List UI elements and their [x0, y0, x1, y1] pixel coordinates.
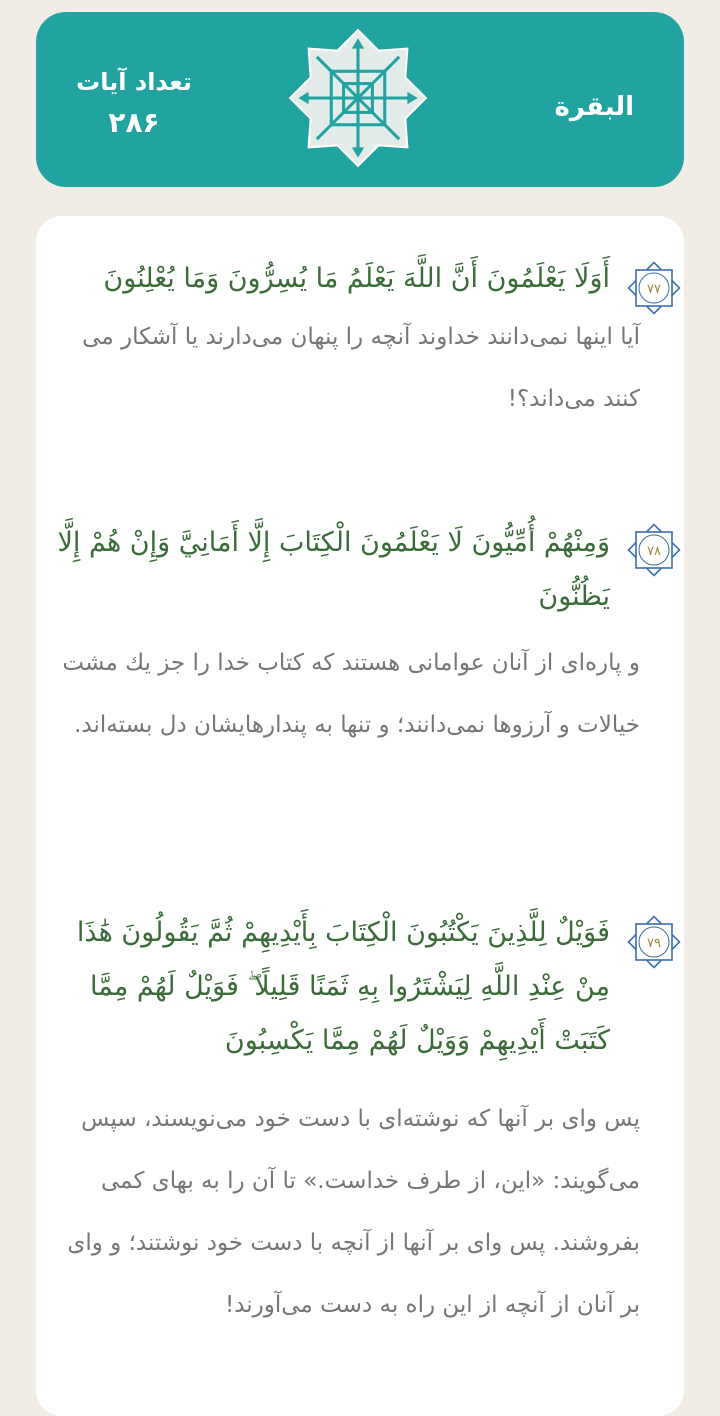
verse-number: ۷۸ [647, 544, 661, 559]
ayah-count-label: تعداد آیات [76, 68, 192, 96]
verse-arabic: وَمِنْهُمْ أُمِّيُّونَ لَا يَعْلَمُونَ الْكِتَابَ إِلَّا أَمَانِيَّ وَإِنْ هُمْ إِلَّا يَظُنُّونَ [57, 527, 610, 612]
verse-translation: و پاره‌ای از آنان عوامانی هستند که کتاب خدا را جز يك مشت خيالات و آرزوها نمی‌دانند؛ و تنها به پندارهايشان دل بسته‌اند. [62, 650, 640, 738]
verse-number: ۷۷ [647, 282, 661, 297]
surah-emblem-icon [286, 26, 430, 170]
verses-card [36, 216, 684, 1416]
verse-translation: آیا اینها نمی‌دانند خداوند آنچه را پنهان می‌دارند یا آشکار می کنند می‌داند؟! [82, 324, 640, 412]
verse-translation: پس وای بر آنها که نوشته‌ای با دست خود می‌نویسند، سپس می‌گویند: «این، از طرف خداست.» تا آن را به بهای کمی بفروشند. پس وای بر آنها از آنچه با دست خود نوشتند؛ و وای بر آنان از آنچه از این راه به دست می‌آورند! [67, 1106, 640, 1318]
verse-number-badge-icon [624, 520, 684, 580]
verse-arabic: فَوَيْلٌ لِلَّذِينَ يَكْتُبُونَ الْكِتَابَ بِأَيْدِيهِمْ ثُمَّ يَقُولُونَ هَٰذَا مِنْ عِنْدِ اللَّهِ لِيَشْتَرُوا بِهِ ثَمَنًا قَلِيلًا ۖ فَوَيْلٌ لَهُمْ مِمَّا كَتَبَتْ أَيْدِيهِمْ وَوَيْلٌ لَهُمْ مِمَّا يَكْسِبُونَ [76, 917, 610, 1056]
surah-name: البقرة [554, 92, 634, 122]
verse-arabic: أَوَلَا يَعْلَمُونَ أَنَّ اللَّهَ يَعْلَمُ مَا يُسِرُّونَ وَمَا يُعْلِنُونَ [103, 263, 610, 294]
verse-number: ۷۹ [647, 936, 661, 951]
verse-number-badge-icon [624, 912, 684, 972]
ayah-count [54, 68, 214, 139]
surah-header [36, 12, 684, 187]
ayah-count-value: ۲۸۶ [108, 106, 160, 139]
